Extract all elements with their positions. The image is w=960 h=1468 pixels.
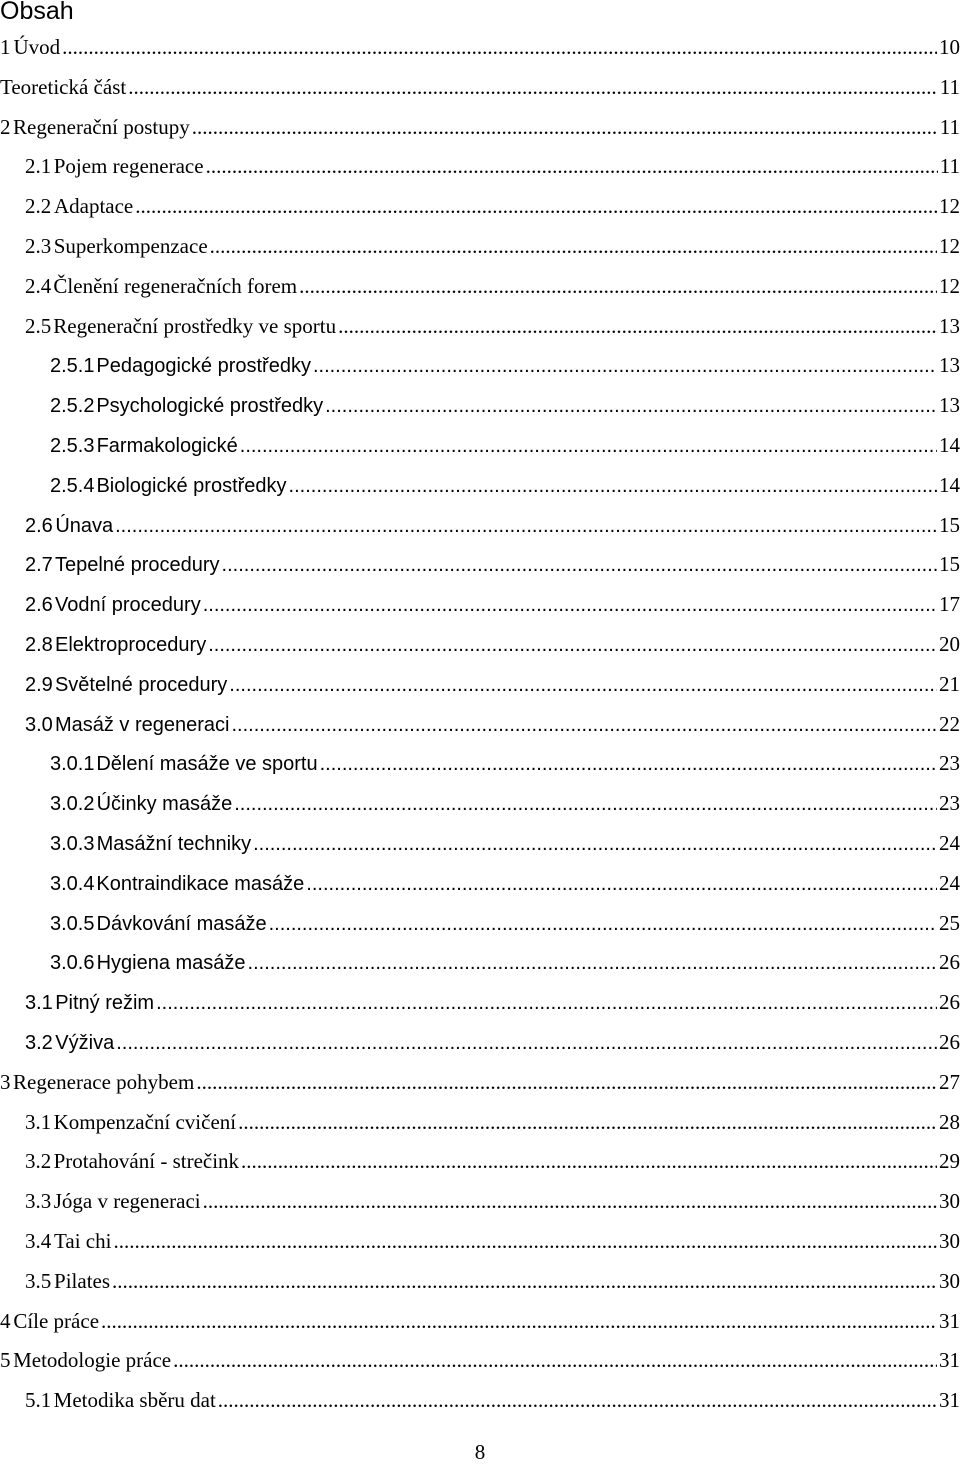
toc-entry[interactable] — [0, 585, 960, 625]
toc-entry-page: 23 — [939, 791, 960, 816]
toc-dot-leader — [156, 984, 937, 1024]
toc-dot-leader — [203, 1182, 937, 1222]
toc-entry-label: Pitný režim — [55, 992, 155, 1015]
toc-entry[interactable] — [0, 1182, 960, 1222]
toc-entry-label: Účinky masáže — [96, 793, 233, 816]
toc-dot-leader — [325, 387, 937, 427]
toc-dot-leader — [116, 1024, 937, 1064]
toc-entry-label: Tepelné procedury — [54, 554, 220, 577]
toc-entry-number: 2.5.1 — [50, 355, 95, 378]
toc-entry-page: 24 — [939, 870, 960, 895]
toc-entry-label: Pedagogické prostředky — [96, 355, 311, 378]
toc-dot-leader — [240, 427, 937, 467]
toc-entry[interactable] — [0, 506, 960, 546]
toc-entry[interactable] — [0, 386, 960, 426]
toc-entry-page: 11 — [939, 74, 960, 99]
toc-entry-number: 4 — [0, 1308, 11, 1333]
toc-entry-page: 23 — [939, 751, 960, 776]
toc-entry-number: 2.4 — [25, 273, 52, 298]
toc-entry-label: Hygiena masáže — [96, 952, 246, 975]
toc-dot-leader — [101, 1302, 937, 1342]
toc-entry-page: 15 — [939, 552, 960, 577]
toc-dot-leader — [248, 944, 937, 984]
toc-entry-label: Světelné procedury — [54, 673, 228, 696]
toc-entry-page: 14 — [939, 432, 960, 457]
toc-entry-page: 11 — [939, 114, 960, 139]
toc-entry[interactable] — [0, 1262, 960, 1302]
toc-entry-label: Tai chi — [54, 1228, 112, 1253]
toc-entry-number: 3.0.6 — [50, 952, 95, 975]
toc-entry[interactable] — [0, 904, 960, 944]
toc-entry-page: 27 — [939, 1069, 960, 1094]
toc-entry-number: 2.3 — [25, 233, 52, 258]
toc-entry-number: 2.5.2 — [50, 395, 95, 418]
toc-dot-leader — [173, 1341, 937, 1381]
toc-dot-leader — [241, 1142, 937, 1182]
toc-entry-page: 24 — [939, 830, 960, 855]
toc-entry-number: 3.2 — [25, 1149, 52, 1174]
toc-entry[interactable] — [0, 1023, 960, 1063]
toc-entry-label: Protahování - strečink — [53, 1149, 240, 1174]
toc-entry-label: Metodologie práce — [13, 1348, 172, 1373]
toc-entry-number: 3.2 — [25, 1031, 53, 1054]
toc-entry[interactable] — [0, 1103, 960, 1143]
toc-entry-page: 13 — [939, 313, 960, 338]
toc-entry-number: 3.0.3 — [50, 832, 95, 855]
toc-entry-label: Kompenzační cvičení — [53, 1109, 237, 1134]
toc-entry[interactable] — [0, 864, 960, 904]
toc-dot-leader — [208, 626, 937, 666]
toc-entry[interactable] — [0, 466, 960, 506]
toc-dot-leader — [222, 546, 937, 586]
toc-dot-leader — [338, 307, 937, 347]
toc-entry-page: 14 — [939, 472, 960, 497]
toc-entry-number: 3.4 — [25, 1228, 52, 1253]
toc-entry[interactable] — [0, 784, 960, 824]
toc-entry-label: Vodní procedury — [55, 594, 201, 617]
toc-entry-page: 12 — [939, 194, 960, 219]
toc-dot-leader — [196, 1063, 937, 1103]
toc-entry-number: 2.9 — [25, 673, 53, 696]
toc-entry-label: Adaptace — [53, 194, 134, 219]
toc-entry-label: Úvod — [13, 35, 61, 59]
toc-entry-number: 1 — [0, 35, 11, 59]
toc-entry-number: 3 — [0, 1069, 11, 1094]
toc-entry[interactable] — [0, 28, 960, 68]
toc-entry-label: Dělení masáže ve sportu — [96, 753, 318, 776]
toc-entry-page: 28 — [939, 1109, 960, 1134]
toc-entry[interactable] — [0, 1142, 960, 1182]
toc-entry[interactable] — [0, 426, 960, 466]
toc-entry-page: 30 — [939, 1268, 960, 1293]
toc-entry[interactable] — [0, 108, 960, 148]
toc-entry-page: 12 — [939, 233, 960, 258]
toc-entry-number: 2.1 — [25, 154, 52, 179]
toc-dot-leader — [210, 227, 937, 267]
toc-entry-number: 5.1 — [25, 1388, 52, 1413]
toc-entry[interactable] — [0, 983, 960, 1023]
toc-dot-leader — [135, 187, 937, 227]
toc-entry-label: Jóga v regeneraci — [53, 1189, 201, 1214]
toc-entry-label: Elektroprocedury — [55, 633, 207, 656]
toc-entry[interactable] — [0, 1341, 960, 1381]
toc-entry-number: 2.5.4 — [50, 474, 95, 497]
toc-entry-label: Výživa — [55, 1031, 115, 1054]
toc-dot-leader — [269, 905, 937, 945]
toc-entry-page: 30 — [939, 1228, 960, 1253]
toc-entry-number: 2.5 — [25, 313, 52, 338]
page-number: 8 — [474, 1440, 486, 1464]
toc-entry[interactable] — [0, 1381, 960, 1421]
toc-entry-page: 15 — [939, 512, 960, 537]
toc-entry-page: 21 — [939, 671, 960, 696]
toc-dot-leader — [306, 865, 937, 905]
toc-entry-page: 26 — [939, 1029, 960, 1054]
toc-entry-page: 31 — [939, 1308, 960, 1333]
toc-entry-label: Masážní techniky — [96, 832, 252, 855]
toc-dot-leader — [115, 507, 937, 547]
toc-entry-number: 3.5 — [25, 1268, 52, 1293]
toc-entry[interactable] — [0, 625, 960, 665]
toc-entry[interactable] — [0, 307, 960, 347]
toc-dot-leader — [192, 108, 938, 148]
toc-entry-label: Masáž v regeneraci — [54, 713, 230, 736]
toc-entry[interactable] — [0, 147, 960, 187]
toc-entry-number: 3.0.1 — [50, 753, 95, 776]
toc-entry-number: 2 — [0, 114, 11, 139]
toc-entry-label: Cíle práce — [13, 1308, 100, 1333]
toc-entry[interactable] — [0, 227, 960, 267]
toc-entry-label: Pojem regenerace — [53, 154, 204, 179]
toc-entry-page: 31 — [939, 1388, 960, 1413]
toc-dot-leader — [238, 1103, 937, 1143]
toc-entry-label: Kontraindikace masáže — [96, 872, 305, 895]
toc-entry-number: 3.0.2 — [50, 793, 95, 816]
toc-dot-leader — [112, 1262, 937, 1302]
toc-entry-label: Regenerační prostředky ve sportu — [53, 313, 337, 338]
toc-entry[interactable] — [0, 346, 960, 386]
toc-entry[interactable] — [0, 68, 960, 108]
toc-entry-page: 26 — [939, 950, 960, 975]
toc-entry-page: 10 — [939, 35, 960, 59]
toc-entry-number: 2.5.3 — [50, 434, 95, 457]
toc-entry-number: 3.1 — [25, 1109, 52, 1134]
toc-entry-label: Psychologické prostředky — [96, 395, 324, 418]
toc-dot-leader — [231, 706, 937, 746]
toc-entry[interactable] — [0, 187, 960, 227]
toc-entry[interactable] — [0, 705, 960, 745]
toc-dot-leader — [113, 1222, 937, 1262]
toc-entry[interactable] — [0, 1063, 960, 1103]
toc-entry-label: Farmakologické — [96, 434, 238, 457]
toc-entry[interactable] — [0, 665, 960, 705]
toc-dot-leader — [289, 467, 937, 507]
toc-dot-leader — [128, 68, 938, 108]
toc-dot-leader — [253, 825, 937, 865]
toc-entry-number: 3.0 — [25, 713, 53, 736]
toc-entry-label: Metodika sběru dat — [53, 1388, 216, 1413]
toc-entry[interactable] — [0, 267, 960, 307]
toc-entry-page: 20 — [939, 631, 960, 656]
toc-entry-number: 5 — [0, 1348, 11, 1373]
toc-entry-label: Únava — [55, 514, 114, 537]
toc-dot-leader — [320, 745, 937, 785]
toc-entry-page: 17 — [939, 592, 960, 617]
toc-entry[interactable] — [0, 1222, 960, 1262]
toc-entry-label: Superkompenzace — [53, 233, 208, 258]
toc-dot-leader — [203, 586, 937, 626]
toc-entry-number: 2.7 — [25, 554, 53, 577]
toc-entry-label: Regenerační postupy — [13, 114, 190, 139]
toc-entry[interactable] — [0, 744, 960, 784]
toc-entry[interactable] — [0, 943, 960, 983]
toc-entry[interactable] — [0, 1302, 960, 1342]
toc-dot-leader — [234, 785, 937, 825]
toc-dot-leader — [229, 666, 937, 706]
toc-entry-number: 2.2 — [25, 194, 52, 219]
toc-entry-page: 12 — [939, 273, 960, 298]
toc-entry-label: Teoretická část — [0, 74, 127, 99]
toc-entry-number: 2.6 — [25, 514, 53, 537]
toc-entry[interactable] — [0, 545, 960, 585]
toc-entry-label: Regenerace pohybem — [13, 1069, 195, 1094]
toc-entry-page: 22 — [939, 711, 960, 736]
toc-entry-page: 25 — [939, 910, 960, 935]
toc-title: Obsah — [0, 0, 74, 25]
toc-entry-page: 13 — [939, 393, 960, 418]
toc-entry-label: Dávkování masáže — [96, 912, 267, 935]
toc-entry-number: 3.3 — [25, 1189, 52, 1214]
toc-entry-label: Členění regeneračních forem — [53, 273, 298, 298]
toc-entry[interactable] — [0, 824, 960, 864]
toc-entry-number: 2.8 — [25, 633, 53, 656]
toc-entry-number: 3.0.4 — [50, 872, 95, 895]
toc-dot-leader — [218, 1381, 937, 1421]
toc-entry-page: 11 — [939, 154, 960, 179]
toc-entry-label: Biologické prostředky — [96, 474, 287, 497]
toc-dot-leader — [62, 28, 937, 68]
toc-entry-number: 2.6 — [25, 594, 53, 617]
toc-entry-page: 31 — [939, 1348, 960, 1373]
toc-entry-page: 30 — [939, 1189, 960, 1214]
toc-list — [0, 28, 960, 1421]
toc-dot-leader — [206, 147, 938, 187]
toc-entry-page: 29 — [939, 1149, 960, 1174]
toc-dot-leader — [299, 267, 937, 307]
toc-entry-label: Pilates — [54, 1268, 111, 1293]
toc-dot-leader — [313, 347, 937, 387]
toc-entry-page: 13 — [939, 353, 960, 378]
toc-entry-page: 26 — [939, 990, 960, 1015]
toc-entry-number: 3.0.5 — [50, 912, 95, 935]
toc-entry-number: 3.1 — [25, 992, 53, 1015]
